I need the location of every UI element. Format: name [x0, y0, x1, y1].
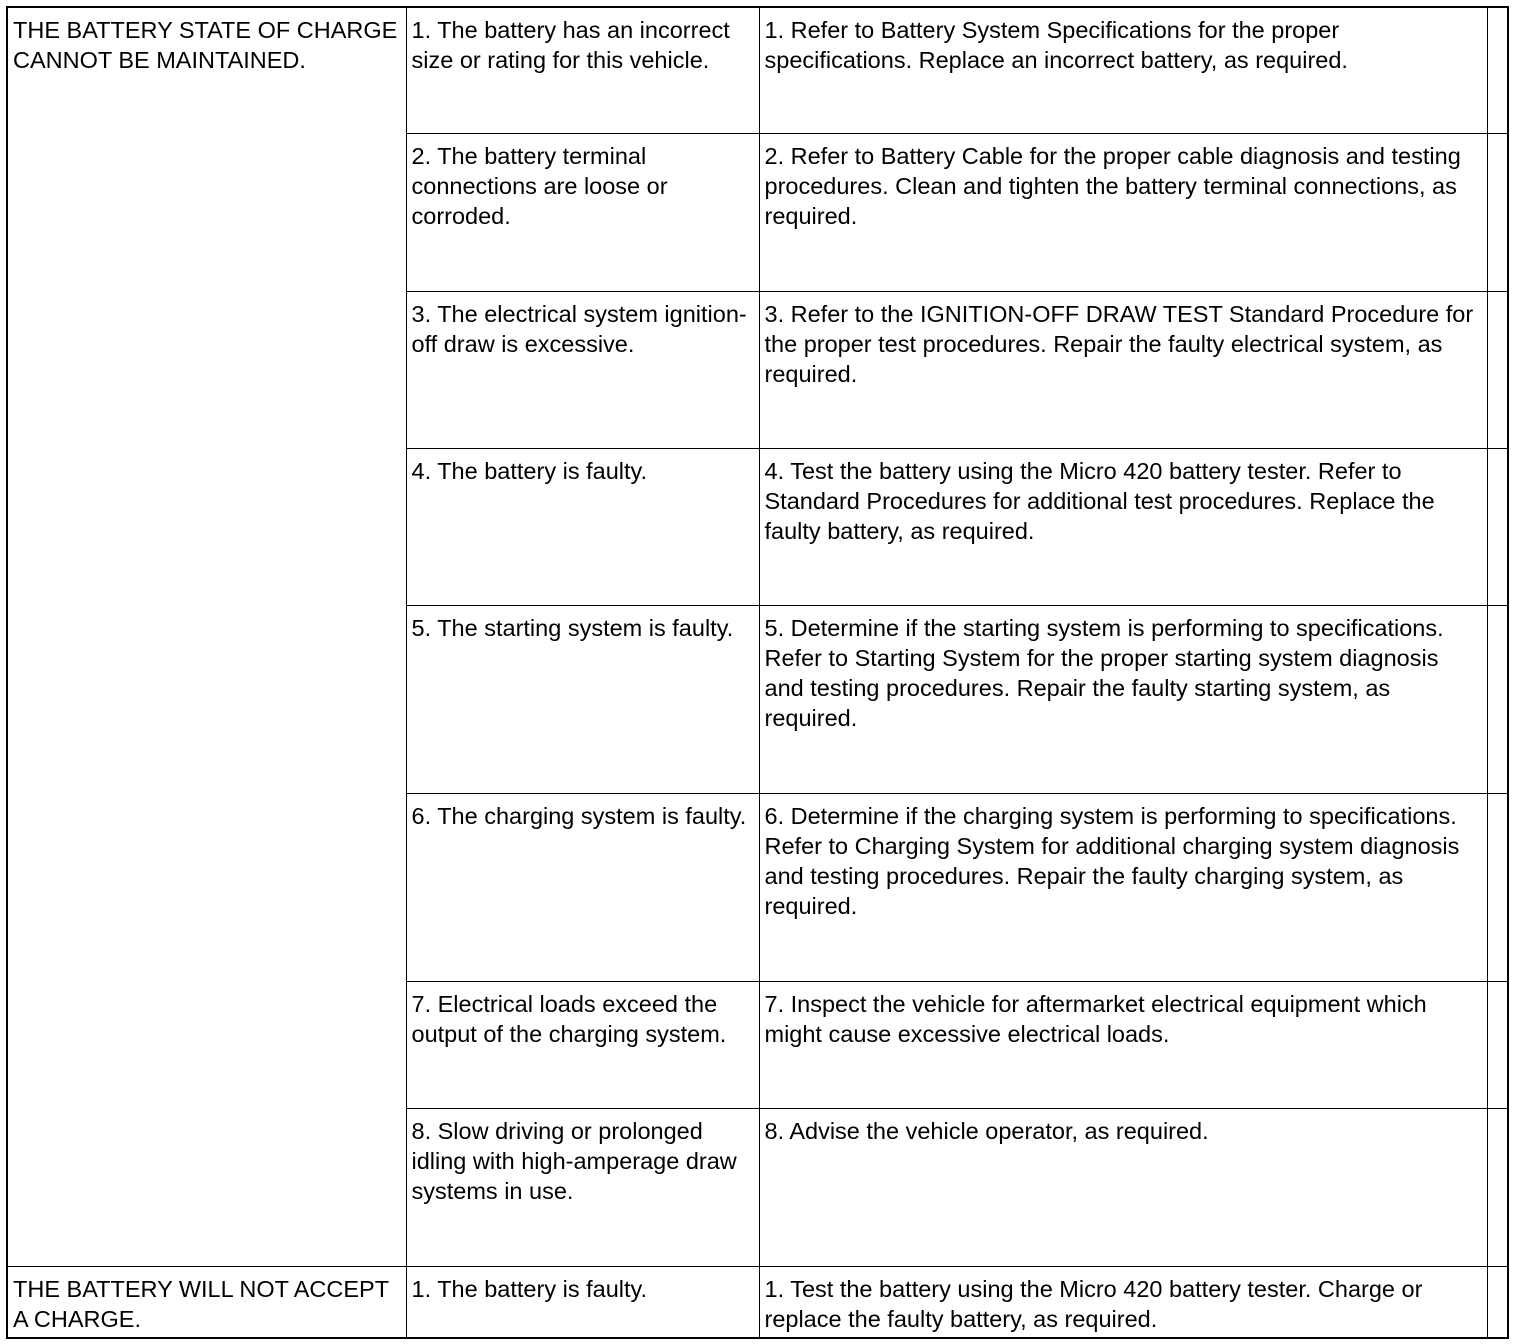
condition-cell: THE BATTERY WILL NOT ACCEPT A CHARGE. [7, 1266, 406, 1338]
correction-cell: 1. Test the battery using the Micro 420 battery tester. Charge or replace the faulty battery, as required. [759, 1266, 1487, 1338]
correction-cell: 6. Determine if the charging system is performing to specifications. Refer to Charging System for additional charging system diagnosis and testing procedures. Repair the faulty charging system, as required. [759, 793, 1487, 981]
correction-cell: 1. Refer to Battery System Specifications for the proper specifications. Replace an incorrect battery, as required. [759, 7, 1487, 133]
blank-cell [1487, 793, 1508, 981]
table-row [7, 1266, 1508, 1338]
diagnosis-table [6, 6, 1509, 1339]
cause-cell: 7. Electrical loads exceed the output of the charging system. [406, 981, 759, 1108]
condition-cell: THE BATTERY STATE OF CHARGE CANNOT BE MAINTAINED. [7, 7, 406, 1266]
cause-cell: 8. Slow driving or prolonged idling with high-amperage draw systems in use. [406, 1108, 759, 1266]
cause-cell: 2. The battery terminal connections are loose or corroded. [406, 133, 759, 291]
correction-cell: 8. Advise the vehicle operator, as required. [759, 1108, 1487, 1266]
blank-cell [1487, 1108, 1508, 1266]
blank-cell [1487, 7, 1508, 133]
cause-cell: 1. The battery is faulty. [406, 1266, 759, 1338]
cause-cell: 1. The battery has an incorrect size or rating for this vehicle. [406, 7, 759, 133]
cause-cell: 4. The battery is faulty. [406, 448, 759, 605]
blank-cell [1487, 1266, 1508, 1338]
blank-cell [1487, 605, 1508, 793]
correction-cell: 5. Determine if the starting system is performing to specifications. Refer to Starting System for the proper starting system diagnosis and testing procedures. Repair the faulty starting system, as required. [759, 605, 1487, 793]
cause-cell: 3. The electrical system ignition-off draw is excessive. [406, 291, 759, 448]
blank-cell [1487, 981, 1508, 1108]
blank-cell [1487, 291, 1508, 448]
correction-cell: 7. Inspect the vehicle for aftermarket electrical equipment which might cause excessive electrical loads. [759, 981, 1487, 1108]
blank-cell [1487, 133, 1508, 291]
correction-cell: 4. Test the battery using the Micro 420 battery tester. Refer to Standard Procedures for additional test procedures. Replace the faulty battery, as required. [759, 448, 1487, 605]
cause-cell: 6. The charging system is faulty. [406, 793, 759, 981]
cause-cell: 5. The starting system is faulty. [406, 605, 759, 793]
blank-cell [1487, 448, 1508, 605]
table-row [7, 7, 1508, 133]
correction-cell: 3. Refer to the IGNITION-OFF DRAW TEST Standard Procedure for the proper test procedures. Repair the faulty electrical system, as required. [759, 291, 1487, 448]
correction-cell: 2. Refer to Battery Cable for the proper cable diagnosis and testing procedures. Clean and tighten the battery terminal connections, as required. [759, 133, 1487, 291]
